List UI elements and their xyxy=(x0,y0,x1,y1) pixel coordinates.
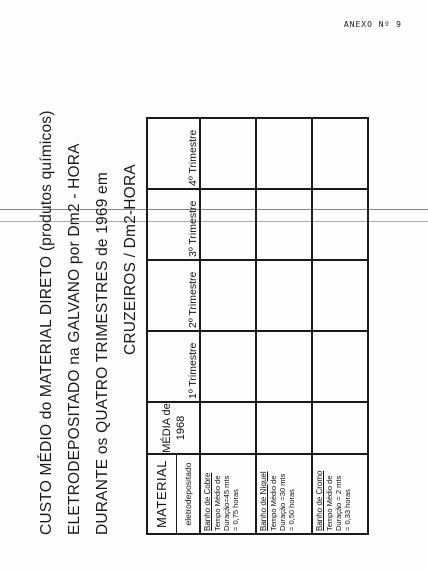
title-line-3: DURANTE os QUATRO TRIMESTRES de 1969 em xyxy=(94,172,111,535)
header-q2: 2º Trimestre xyxy=(147,260,200,331)
table-cell xyxy=(200,118,256,189)
table-cell xyxy=(256,331,312,402)
table-cell xyxy=(312,189,368,260)
table-cell xyxy=(200,402,256,454)
row-detail: = 0,75 horas xyxy=(231,489,240,531)
table-cell xyxy=(312,402,368,454)
header-q1: 1º Trimestre xyxy=(147,331,200,402)
header-q3: 3º Trimestre xyxy=(147,189,200,260)
header-media-line1: MÉDIA de xyxy=(160,403,173,453)
title-line-2: ELETRODEPOSITADO na GALVANO por Dm2 - HORA xyxy=(66,143,83,535)
table-cell xyxy=(200,260,256,331)
row-detail: Duração = 2 mts xyxy=(334,475,343,531)
title-line-1: CUSTO MÉDIO do MATERIAL DIRETO (produtos químicos) xyxy=(38,110,55,535)
table-row xyxy=(312,118,368,534)
row-name: Banho de Cromo xyxy=(315,470,324,531)
header-material-bottom: eletrodepositado xyxy=(183,462,193,526)
table-row xyxy=(256,118,312,534)
table-cell xyxy=(256,260,312,331)
table-cell xyxy=(256,189,312,260)
header-material xyxy=(147,454,200,534)
row-detail: = 0,33 horas xyxy=(343,489,352,531)
row-detail: Tempo Médio de xyxy=(213,475,222,531)
row-detail: = 0,50 horas xyxy=(287,489,296,531)
header-media xyxy=(147,402,200,454)
row-name: Banho de Níquel xyxy=(259,471,268,531)
row-label xyxy=(256,454,312,534)
cost-table xyxy=(146,117,369,535)
header-q4: 4º Trimestre xyxy=(147,118,200,189)
row-label xyxy=(312,454,368,534)
title-line-4: CRUZEIROS / Dm2-HORA xyxy=(122,164,139,355)
row-label xyxy=(200,454,256,534)
table-cell xyxy=(200,189,256,260)
header-media-line2: 1968 xyxy=(174,415,187,441)
row-detail: Tempo Médio de xyxy=(325,475,334,531)
table-header-row xyxy=(147,118,200,534)
table-cell xyxy=(312,118,368,189)
table-cell xyxy=(256,402,312,454)
row-detail: Duração=45 mts xyxy=(222,475,231,531)
header-material-top: MATERIAL xyxy=(148,455,177,533)
row-detail: Duração =30 mts xyxy=(278,473,287,531)
annex-label: ANEXO Nº 9 xyxy=(343,20,402,29)
table-cell xyxy=(312,260,368,331)
table-row xyxy=(200,118,256,534)
table-cell xyxy=(312,331,368,402)
row-name: Banho de Cobre xyxy=(203,472,212,531)
row-detail: Tempo Médio de xyxy=(269,475,278,531)
rotated-content xyxy=(33,85,373,535)
document-title xyxy=(33,85,145,535)
table-cell xyxy=(256,118,312,189)
table-cell xyxy=(200,331,256,402)
